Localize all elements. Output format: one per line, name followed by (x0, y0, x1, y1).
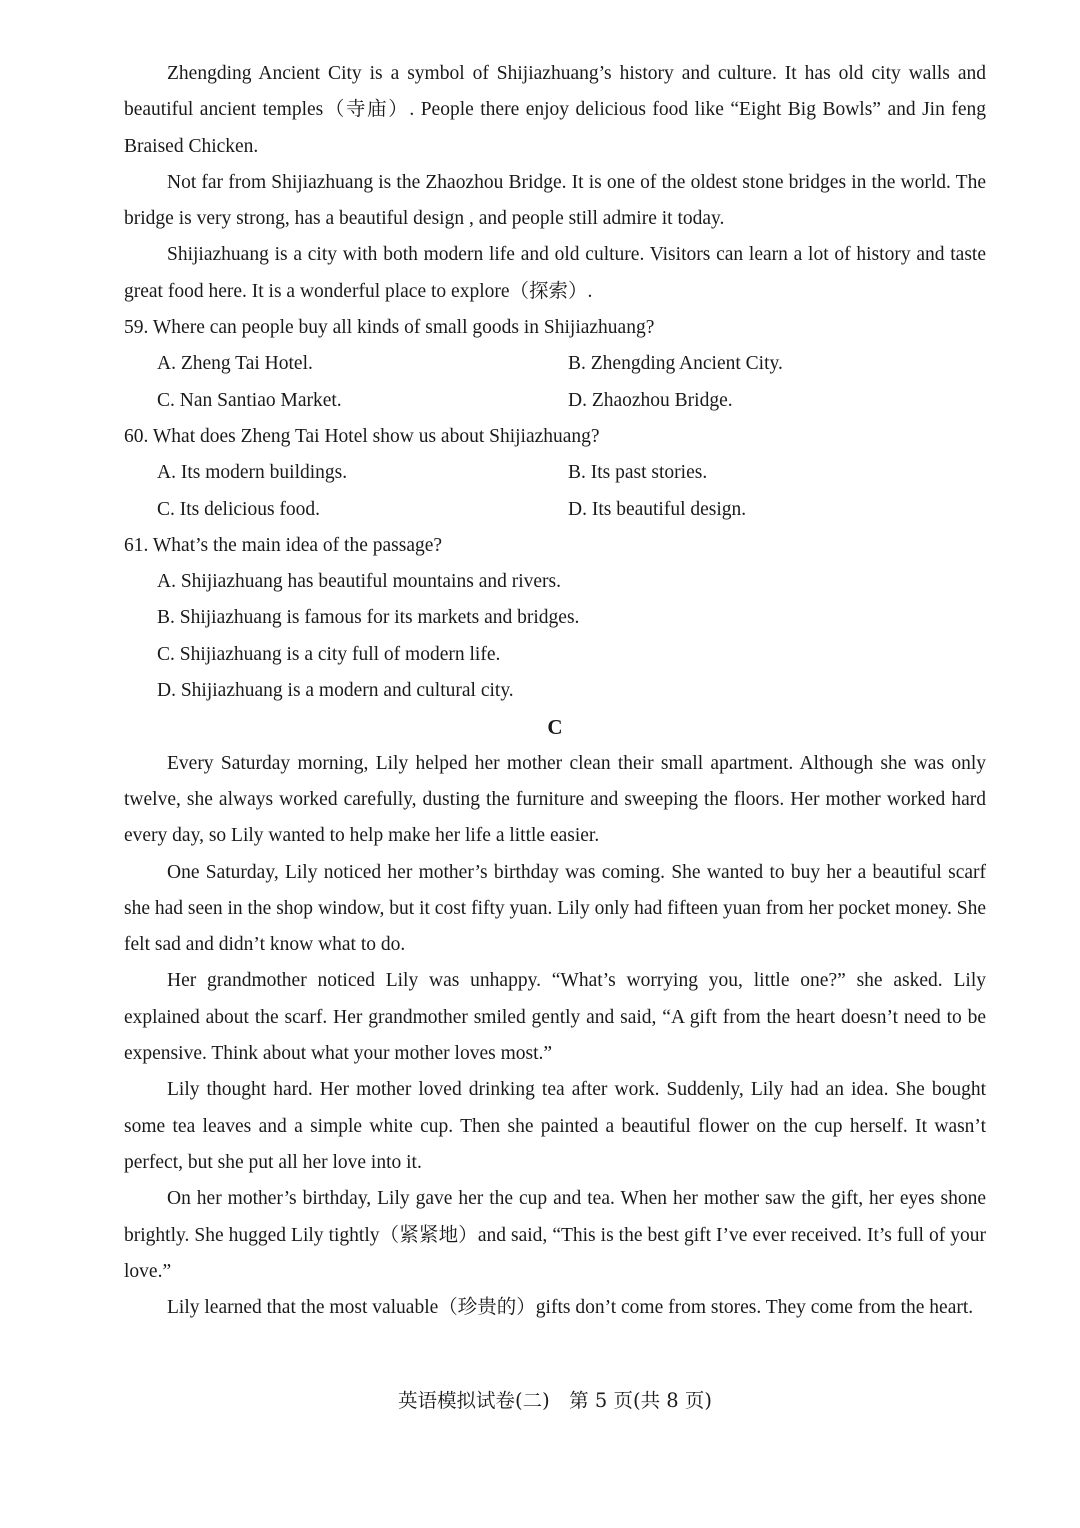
section-c-title: C (547, 715, 563, 740)
question-59-stem: 59. Where can people buy all kinds of small goods in Shijiazhuang? (124, 317, 655, 339)
question-60 (124, 419, 986, 528)
option-59-c: C. Nan Santiao Market. (157, 389, 342, 411)
question-60-stem: 60. What does Zheng Tai Hotel show us about Shijiazhuang? (124, 425, 600, 447)
option-60-c: C. Its delicious food. (157, 498, 321, 520)
passage-c-paragraph-2: One Saturday, Lily noticed her mother’s birthday was coming. She wanted to buy her a beautiful scarf she had seen in the shop window, but it cost fifty yuan. Lily only had fifteen yuan from her pocket money. She felt sad and didn’t know what to do. (124, 861, 986, 956)
option-61-c: C. Shijiazhuang is a city full of modern life. (157, 643, 501, 665)
question-59-options (124, 346, 986, 419)
passage-c-paragraph-3: Her grandmother noticed Lily was unhappy. “What’s worrying you, little one?” she asked. Lily explained about the scarf. Her grandmother smiled gently and said, “A gift from the heart doesn’t need to be expensive. Think about what your mother loves most.” (124, 970, 986, 1065)
option-59-b: B. Zhengding Ancient City. (568, 353, 783, 375)
passage-b-paragraph-2: Not far from Shijiazhuang is the Zhaozhou Bridge. It is one of the oldest stone bridges in the world. The bridge is very strong, has a beautiful design , and people still admire it today. (124, 171, 986, 230)
question-60-options (124, 455, 986, 528)
option-59-d: D. Zhaozhou Bridge. (568, 389, 733, 411)
option-61-a: A. Shijiazhuang has beautiful mountains and rivers. (157, 571, 561, 593)
question-61 (124, 528, 986, 709)
page-footer: 英语模拟试卷(二) 第 5 页(共 8 页) (397, 1389, 713, 1412)
passage-c-paragraph-6: Lily learned that the most valuable（珍贵的）gifts don’t come from stores. They come from the heart. (167, 1297, 974, 1319)
option-61-b: B. Shijiazhuang is famous for its markets and bridges. (157, 607, 580, 629)
passage-c-paragraph-5: On her mother’s birthday, Lily gave her the cup and tea. When her mother saw the gift, her eyes shone brightly. She hugged Lily tightly（紧紧地）and said, “This is the best gift I’ve ever received. It’s full of your love.” (124, 1188, 986, 1282)
option-60-b: B. Its past stories. (568, 462, 708, 484)
passage-c-paragraph-4: Lily thought hard. Her mother loved drinking tea after work. Suddenly, Lily had an idea. She bought some tea leaves and a simple white cup. Then she painted a beautiful flower on the cup herself. It wasn’t perfect, but she put all her love into it. (124, 1079, 986, 1173)
passage-c-paragraph-1: Every Saturday morning, Lily helped her mother clean their small apartment. Although she was only twelve, she always worked carefully, dusting the furniture and sweeping the floors. Her mother worked hard every day, so Lily wanted to help make her life a little easier. (124, 752, 986, 847)
option-61-d: D. Shijiazhuang is a modern and cultural city. (157, 680, 514, 702)
question-59 (124, 310, 986, 419)
option-59-a: A. Zheng Tai Hotel. (157, 353, 313, 375)
passage-b-paragraph-1: Zhengding Ancient City is a symbol of Shijiazhuang’s history and culture. It has old city walls and beautiful ancient temples（寺庙）. People there enjoy delicious food like “Eight Big Bowls” and Jin feng Braised Chicken. (124, 63, 986, 157)
question-61-stem: 61. What’s the main idea of the passage? (124, 534, 443, 556)
passage-b-paragraph-3: Shijiazhuang is a city with both modern life and old culture. Visitors can learn a lot of history and taste great food here. It is a wonderful place to explore（探索）. (124, 244, 986, 302)
exam-page (124, 56, 986, 1326)
option-60-d: D. Its beautiful design. (568, 498, 747, 520)
option-60-a: A. Its modern buildings. (157, 462, 348, 484)
